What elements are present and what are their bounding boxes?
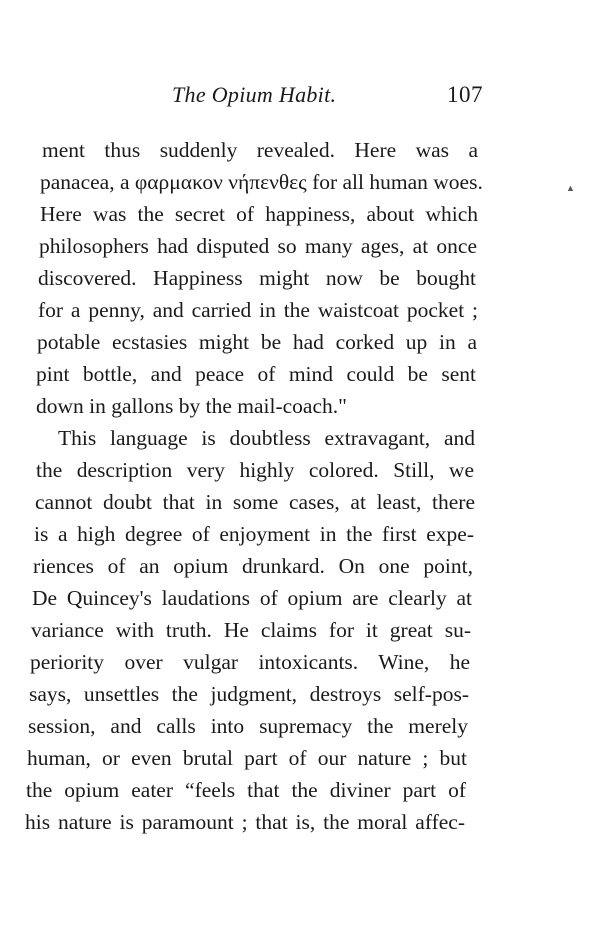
margin-speck: ▲	[566, 183, 575, 193]
running-header	[0, 82, 600, 112]
text-line-11: the description very highly colored. Still, we	[36, 458, 474, 482]
text-line-1: ment thus suddenly revealed. Here was a	[42, 138, 478, 162]
text-line-12: cannot doubt that in some cases, at least, there	[35, 490, 475, 514]
text-line-14: riences of an opium drunkard. On one point,	[33, 554, 473, 578]
text-line-8: pint bottle, and peace of mind could be sent	[36, 362, 476, 386]
page-number: 107	[447, 82, 483, 107]
text-line-20: human, or even brutal part of our nature ; but	[27, 746, 467, 770]
text-line-9: down in gallons by the mail-coach."	[36, 394, 347, 418]
text-line-5: discovered. Happiness might now be bought	[38, 266, 476, 290]
header-title: The Opium Habit.	[172, 82, 337, 107]
text-line-18: says, unsettles the judgment, destroys self-pos-	[29, 682, 469, 706]
text-line-3: Here was the secret of happiness, about which	[40, 202, 478, 226]
text-line-19: session, and calls into supremacy the merely	[28, 714, 468, 738]
text-line-13: is a high degree of enjoyment in the first expe-	[34, 522, 474, 546]
text-line-2: panacea, a φαρμακον νήπενθες for all human woes.	[40, 170, 483, 194]
text-line-15: De Quincey's laudations of opium are clearly at	[32, 586, 472, 610]
text-line-4: philosophers had disputed so many ages, at once	[39, 234, 477, 258]
text-line-7: potable ecstasies might be had corked up in a	[37, 330, 477, 354]
text-line-17: periority over vulgar intoxicants. Wine, he	[30, 650, 470, 674]
text-line-6: for a penny, and carried in the waistcoat pocket ;	[38, 298, 478, 322]
text-line-22: his nature is paramount ; that is, the moral affec-	[25, 810, 465, 834]
text-line-16: variance with truth. He claims for it great su-	[31, 618, 471, 642]
text-line-21: the opium eater “feels that the diviner part of	[26, 778, 466, 802]
text-line-10: This language is doubtless extravagant, and	[58, 426, 475, 450]
